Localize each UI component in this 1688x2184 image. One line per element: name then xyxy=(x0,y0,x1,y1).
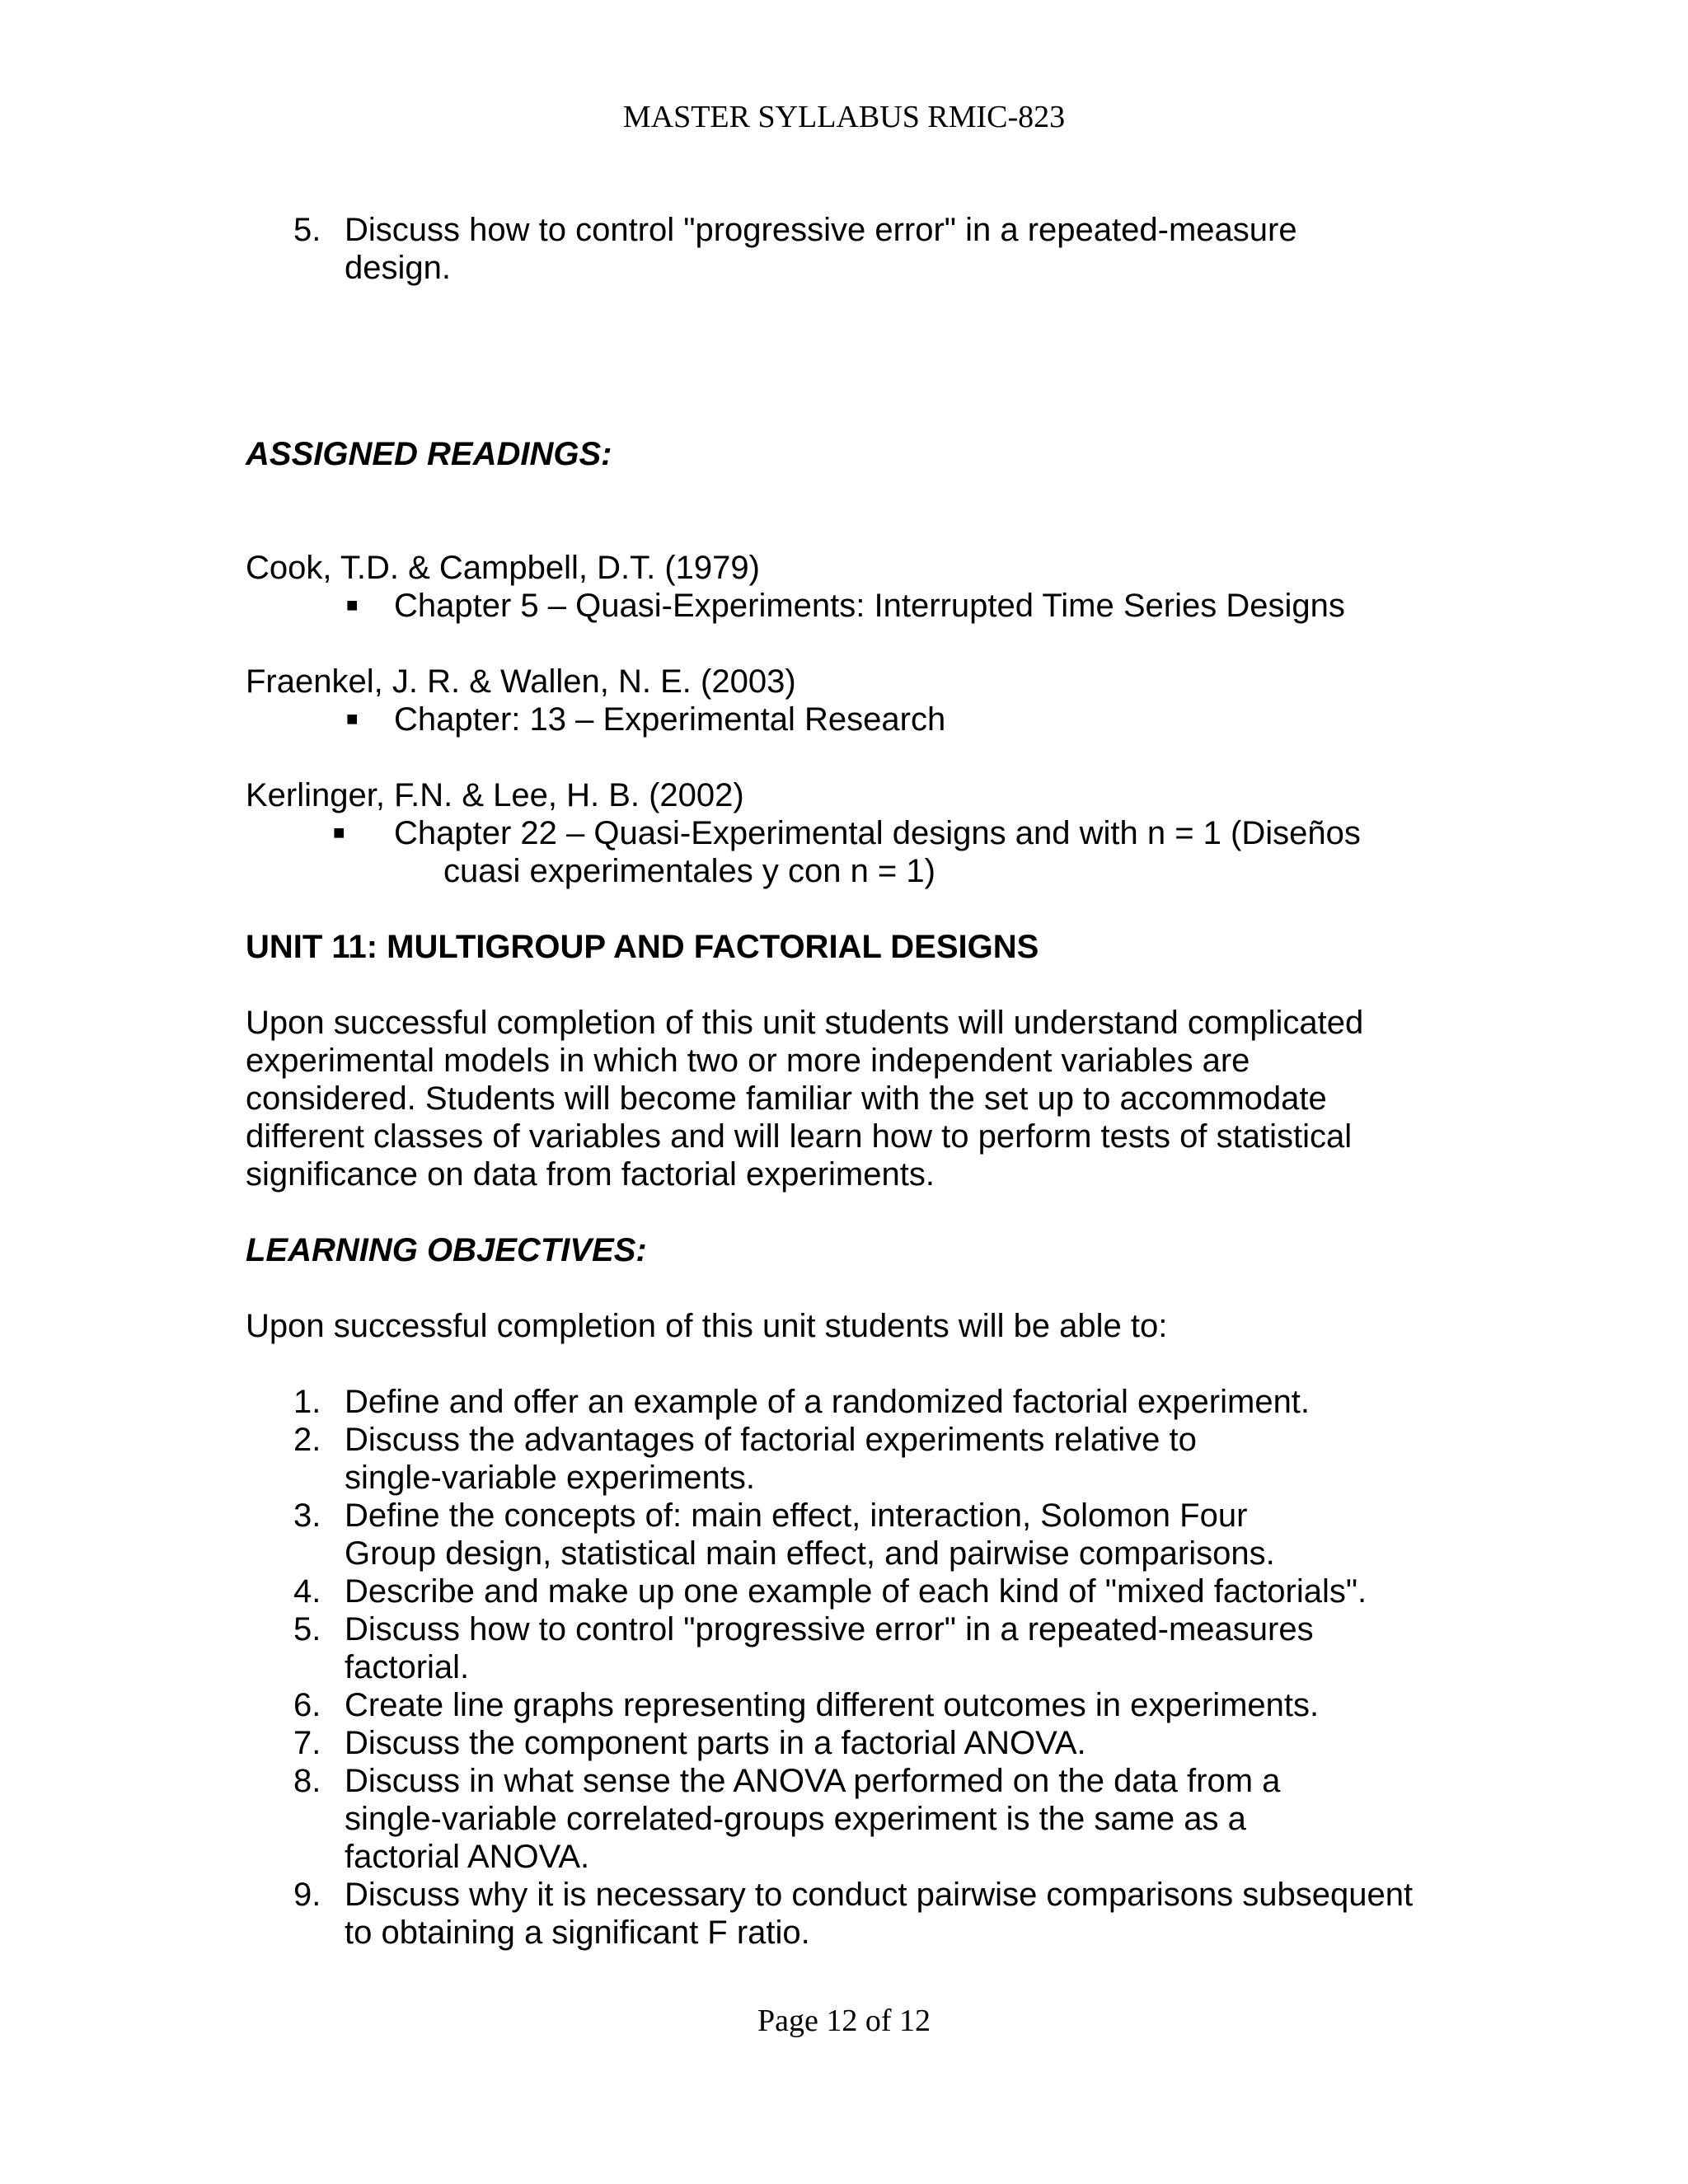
list-line: to obtaining a significant F ratio. xyxy=(345,1915,810,1951)
carryover-objective-list xyxy=(246,211,1482,287)
bullet-square-icon: ■ xyxy=(333,822,345,844)
list-item xyxy=(246,211,1482,287)
page-content xyxy=(246,211,1482,1952)
list-item xyxy=(246,1421,1482,1497)
paragraph-line: experimental models in which two or more independent variables are xyxy=(246,1043,1250,1079)
assigned-readings-heading: ASSIGNED READINGS: xyxy=(246,436,612,472)
paragraph-line: significance on data from factorial experiments. xyxy=(246,1156,935,1193)
list-line: design. xyxy=(345,250,451,286)
bullet-text: Chapter: 13 – Experimental Research xyxy=(394,701,946,738)
page-header: MASTER SYLLABUS RMIC-823 xyxy=(622,100,1066,134)
list-item xyxy=(246,1497,1482,1572)
list-number: 2. xyxy=(293,1422,321,1458)
unit-intro-paragraph xyxy=(246,1004,1482,1193)
list-number: 9. xyxy=(293,1877,321,1913)
objectives-lead: Upon successful completion of this unit students will be able to: xyxy=(246,1308,1168,1344)
list-line: factorial ANOVA. xyxy=(345,1839,590,1875)
list-line: Create line graphs representing different outcomes in experiments. xyxy=(345,1687,1320,1723)
paragraph-line: different classes of variables and will learn how to perform tests of statistical xyxy=(246,1118,1353,1155)
page-footer: Page 12 of 12 xyxy=(757,2004,931,2038)
list-line: Discuss the component parts in a factorial ANOVA. xyxy=(345,1725,1086,1761)
paragraph-line: considered. Students will become familiar with the set up to accommodate xyxy=(246,1080,1327,1117)
list-line: Group design, statistical main effect, and pairwise comparisons. xyxy=(345,1535,1275,1572)
list-number: 5. xyxy=(293,212,321,248)
list-item xyxy=(246,1383,1482,1421)
list-line: Discuss how to control "progressive error" in a repeated-measures xyxy=(345,1611,1314,1647)
bullet-text: Chapter 22 – Quasi-Experimental designs and with n = 1 (Diseños xyxy=(394,815,1361,851)
bullet-square-icon: ■ xyxy=(346,708,359,730)
list-line: Discuss the advantages of factorial experiments relative to xyxy=(345,1422,1197,1458)
list-number: 6. xyxy=(293,1687,321,1723)
citation-fraenkel: Fraenkel, J. R. & Wallen, N. E. (2003) xyxy=(246,663,796,700)
reading-bullet xyxy=(246,701,1482,738)
learning-objectives-heading: LEARNING OBJECTIVES: xyxy=(246,1232,647,1268)
list-item xyxy=(246,1572,1482,1610)
list-line: Discuss how to control "progressive error" in a repeated-measure xyxy=(345,212,1297,248)
list-line: single-variable correlated-groups experiment is the same as a xyxy=(345,1801,1246,1837)
list-line: Describe and make up one example of each kind of "mixed factorials". xyxy=(345,1573,1367,1610)
reading-bullet xyxy=(246,587,1482,625)
list-line: Define the concepts of: main effect, interaction, Solomon Four xyxy=(345,1497,1248,1534)
list-number: 5. xyxy=(293,1611,321,1647)
citation-kerlinger: Kerlinger, F.N. & Lee, H. B. (2002) xyxy=(246,777,744,813)
unit-heading: UNIT 11: MULTIGROUP AND FACTORIAL DESIGNS xyxy=(246,929,1039,965)
list-number: 1. xyxy=(293,1384,321,1420)
list-item xyxy=(246,1610,1482,1686)
list-item xyxy=(246,1876,1482,1952)
paragraph-line: Upon successful completion of this unit students will understand complicated xyxy=(246,1005,1364,1041)
list-line: Define and offer an example of a randomized factorial experiment. xyxy=(345,1384,1311,1420)
list-line: Discuss in what sense the ANOVA performed on the data from a xyxy=(345,1763,1281,1799)
list-number: 4. xyxy=(293,1573,321,1610)
list-line: factorial. xyxy=(345,1649,470,1685)
list-number: 3. xyxy=(293,1497,321,1534)
list-line: single-variable experiments. xyxy=(345,1460,756,1496)
list-number: 8. xyxy=(293,1763,321,1799)
learning-objectives-list xyxy=(246,1383,1482,1952)
citation-cook: Cook, T.D. & Campbell, D.T. (1979) xyxy=(246,550,760,586)
bullet-text-continued: cuasi experimentales y con n = 1) xyxy=(443,853,935,889)
list-item xyxy=(246,1762,1482,1876)
bullet-square-icon: ■ xyxy=(346,594,359,616)
list-number: 7. xyxy=(293,1725,321,1761)
reading-bullet xyxy=(246,814,1482,890)
list-line: Discuss why it is necessary to conduct pairwise comparisons subsequent xyxy=(345,1877,1414,1913)
list-item xyxy=(246,1724,1482,1762)
bullet-text: Chapter 5 – Quasi-Experiments: Interrupted Time Series Designs xyxy=(394,588,1345,624)
list-item xyxy=(246,1686,1482,1724)
